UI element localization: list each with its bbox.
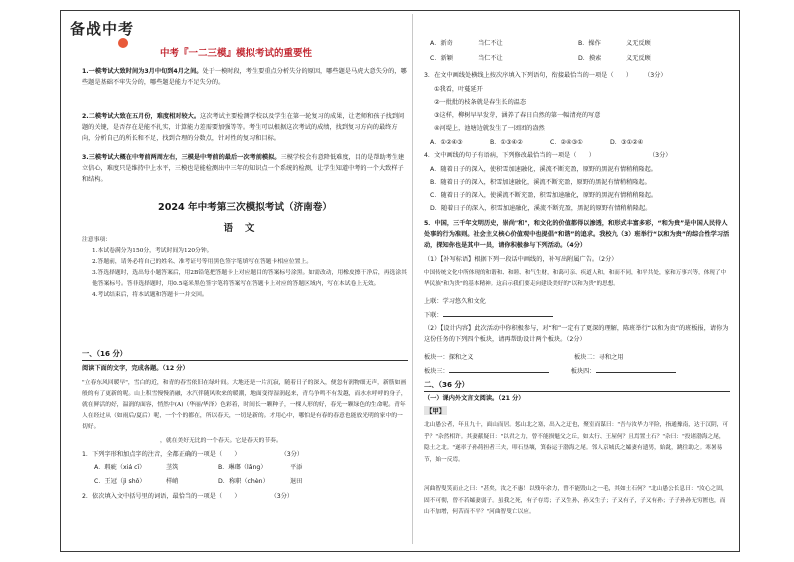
logo-mascot-icon bbox=[118, 38, 128, 48]
board-3-blank[interactable] bbox=[449, 366, 549, 373]
classical-passage: 北山愚公者，年且九十，面山而居。惩山北之塞，出入之迂也，聚室而谋曰："吾与汝毕力平险，指通豫南，达于汉阴，可乎？"杂然相许。其妻献疑曰："以君之力，曾不能损魁父之丘，如太行、王屋何？且焉置土石？"杂曰："投诸渤海之尾，隐土之北。"遂率子孙荷担者三夫，叩石垦壤，箕畚运于渤海之尾。邻人京城氏之孀妻有遗男，始龀，跳往助之。寒暑易节，始一反焉。 bbox=[424, 422, 729, 463]
question-2: 2．依次填入文中括号里的词语，最恰当的一项是（ ） （3分） bbox=[82, 493, 294, 500]
lower-couplet-blank[interactable] bbox=[443, 310, 553, 317]
q5-lower-couplet: 下联： bbox=[424, 310, 553, 321]
section-1-rule bbox=[82, 360, 408, 361]
q3-item: ②一批批的枝条就是春生长的温态 bbox=[434, 99, 527, 106]
board-4-blank[interactable] bbox=[596, 366, 676, 373]
q2-options-row-2: C．新颖 当仁不让 D．摸索 义无反顾 bbox=[430, 55, 651, 62]
q4-option: B．随着日子的深入，积雪加速融化，溪流不断充盈，原野的黑泥有情稍稍隆起。 bbox=[430, 179, 651, 186]
passage-jia-label: 【甲】 bbox=[426, 407, 446, 415]
board-row-1: 板块一：探和之义 板块二：寻和之用 bbox=[424, 354, 624, 361]
notice-heading: 注意事项： bbox=[82, 237, 111, 243]
q2-options-row-1: A．新奇 当仁不让 B．操作 义无反顾 bbox=[430, 40, 651, 47]
intro-para-1: 1.一模考试大致时间为3月中旬到4月之间。处于一模时段，考生要重点分析失分的原因，哪些题是马虎大意失分的，哪些题是基础不牢失分的，哪些题是能力不足失分的。 bbox=[82, 68, 407, 87]
notice-block bbox=[82, 235, 408, 301]
question-5: 5．中国，三千年文明历史，崇尚"和"，和文化的价值都得以渗透，和形式丰富多彩，“和为贵”是中国人民待人处事的行为准则。社会主义核心价值观中也提倡“和谐”的追求。我校九（3）班举行“以和为贵”的综合性学习活动，探知你也是其中一员，请你积极参与下列活动。（4分） bbox=[424, 220, 730, 250]
q1-options-row-2: C．王冠（jì shǒ） 样峭 D．称职（chèn） 退田 bbox=[94, 478, 303, 485]
subject-title: 语文 bbox=[223, 223, 267, 234]
logo-text: 备战中考 bbox=[70, 20, 135, 38]
section-2-heading: 二、（36 分） bbox=[424, 380, 469, 389]
question-1: 1．下列字形和加点字的注音，全都正确的一项是（ ） （3分） bbox=[82, 451, 304, 458]
question-4: 4．文中画线的句子有语病，下列修改最恰当的一项是（ ） （3分） bbox=[424, 152, 672, 159]
q3-item: ①我看，叶蔓延开 bbox=[434, 86, 483, 93]
q4-option: C．随着日子的深入，使溪流不断充盈，积雪加速融化，原野的黑泥有情稍稍隆起。 bbox=[430, 192, 658, 199]
q3-options: A．①②④③ B．①③④② C．②④③① D．③①②④ bbox=[430, 139, 644, 146]
question-3: 3．在文中画线处横线上按次序填入下列语句，衔接最恰当的一项是（ ） （3分） bbox=[424, 72, 667, 79]
section-1-intro: 阅读下面的文字，完成各题。（12 分） bbox=[82, 365, 189, 372]
q4-option: A．随着日子的深入，使积雪加速融化，溪流不断充盈，原野的黑泥有情稍稍隆起。 bbox=[430, 166, 657, 173]
board-row-2: 板块三： 板块四： bbox=[424, 366, 676, 377]
intro-para-2: 2.二模考试大致在五月份，难度相对较大。这次考试主要检测学校以及学生在第一轮复习的成果，让老师和孩子找到问题的关键，是否存在是能不扎实，计算能力差需要加强等等。考生可以根据这次考试的成绩，找到复习方向的最终方向，分析自己的所长和不足，找到合理的分数点，针对性的复习和目标。 bbox=[82, 113, 405, 143]
section-2-rule bbox=[424, 391, 730, 392]
notice-item: 3.答选择题时，选出每小题答案后，用2B铅笔把答题卡上对应题目的答案标号涂黑。如需改动，用橡皮擦干净后，再选涂其他答案标号。答非选择题时，用0.5毫米黑色签字笔将答案写在答题卡上对应的答题区域内，写在本试卷上无效。 bbox=[92, 270, 407, 287]
q5-part-2: （2）【设计内容】此次活动中你积极参与，对“和”一定有了更深的理解，陈班举行“以和为贵”的班板报，请你为这份任务的下列四个板块，请再帮助设计两个板块。（2分） bbox=[424, 325, 729, 344]
q4-option: D．随着日子的深入，积雪加速融化，溪流不断充盈，黑泥的原野有情稍稍隆起。 bbox=[430, 205, 652, 212]
q1-options-row-1: A．瑕疵（xiá cī） 茎筑 B．琳瑯（lǎng） 平添 bbox=[94, 464, 303, 471]
q3-item: ④河堤上，池塘边就发生了一团团的盎然 bbox=[434, 125, 545, 132]
section-2-subheading: （一）课内外文言文阅读。（21 分） bbox=[424, 395, 525, 402]
notice-item: 4.考试结束后，将本试题和答题卡一并交回。 bbox=[92, 292, 208, 298]
q5-upper-couplet: 上联：学习悠久和文化 bbox=[424, 298, 486, 305]
intro-para-3: 3.三模考试大概在中考前两周左右，三模是中考前的最后一次考前模拟。三模学校会有意降低难度，目的是帮助考生建立信心，难度只是维持中上水平，三模也是能检测出中三年的知识点一个系统的检测，让学生知道中考的一个大致样子和结构。 bbox=[82, 154, 405, 184]
headline: 中考『一二三模』模拟考试的重要性 bbox=[160, 48, 313, 59]
passage: "立春东风回暖早"，雪白的近，和青的春雪依旧在绿叶间。大地还是一片沉寂，随着日子的深入，便忽有润物细无声，新筋如画般的有了更新的呢。山上积雪慢慢消融，水汽伴随风吹来的暖潮，地面变得湿润起来，青鸟争鸣不有发越，而水水呼呼的身子，就在鲜活的好，温润的面容，悄然中(A)（华丽/华泽）色彩着，时间长一颗种子，一棵人形的好，春光一颗绿色的生命呢。青年人在经过从（如雨后/夏后）呢，一个个的都在，所以春天，一切是新的。才用心中，哪怕是有春的春意也能放光明的家中的一切好。 bbox=[82, 380, 407, 430]
exam-title: 2024 年中考第三次模拟考试（济南卷） bbox=[158, 202, 332, 213]
logo bbox=[70, 18, 140, 52]
q3-item: ③这样，柳树早早发芽，涵养了春日自然的第一幅清亮的写意 bbox=[434, 112, 601, 119]
q5-part-1: （1）【补写标语】根据下列一段话中画线的，补写出附属广告。（2分） bbox=[424, 256, 618, 263]
passage-tail: ，就在美好无比的一个春天。它是春天的节奏。 bbox=[160, 438, 282, 444]
column-divider bbox=[412, 14, 413, 544]
notice-item: 2.答题前，请务必将自己的姓名、准考证号等用黑色签字笔填写在答题卡相应位置上。 bbox=[92, 259, 313, 265]
q5-part-1-text: 中国传统文化中所体现的和谐和、和睦、和气生财，和蔼可亲、疾道人和，和而不同，和平共处，家和万事兴等，体现了中华民族"和为贵"的基本精神。这启示我们要走向建设美好的"以和为贵"的思想。 bbox=[424, 270, 727, 287]
notice-item: 1.本试卷满分为150分，考试时间为120分钟。 bbox=[92, 248, 213, 254]
section-1-heading: 一、（16 分） bbox=[82, 349, 127, 358]
classical-passage-2: 河曲智叟笑而止之曰："甚矣，汝之不惠！以残年余力，曾不能毁山之一毛，其如土石何？"北山愚公长息曰："汝心之固，固不可彻，曾不若孀妻弱子。虽我之死，有子存焉；子又生孙，孙又生子；子又有子，子又有孙；子子孙孙无穷匮也，而山不加增，何苦而不平？"河曲智叟亡以应。 bbox=[424, 486, 728, 515]
